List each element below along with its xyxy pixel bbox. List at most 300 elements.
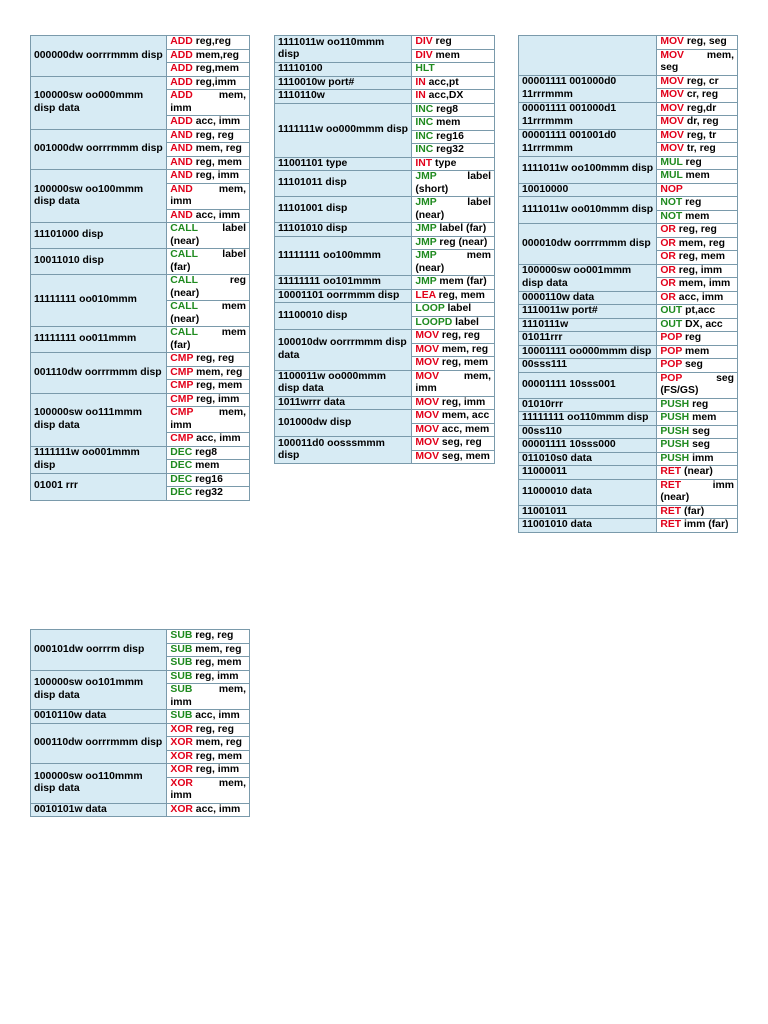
table-row <box>31 327 250 353</box>
instruction-cell <box>412 303 495 317</box>
instruction-cell <box>412 330 495 344</box>
table-row <box>275 223 495 237</box>
operands: seg <box>689 425 710 437</box>
instruction-cell <box>412 171 495 197</box>
instruction-cell <box>412 117 495 131</box>
encoding-cell: 11110100 <box>275 63 412 77</box>
operands: acc, imm <box>192 710 240 721</box>
operands: reg <box>682 156 702 168</box>
mnemonic: XOR <box>170 723 193 735</box>
encoding-cell: 11101001 disp <box>275 197 412 223</box>
instruction-cell <box>412 423 495 437</box>
table-row <box>519 156 738 170</box>
mnemonic: SUB <box>170 630 193 641</box>
mnemonic: JMP <box>415 250 437 261</box>
instruction-cell <box>657 519 738 533</box>
table-row <box>519 36 738 50</box>
mnemonic: ADD <box>170 76 193 88</box>
instruction-cell <box>412 450 495 464</box>
operands: reg16 <box>192 473 223 485</box>
mnemonic: SUB <box>170 710 193 721</box>
encoding-cell: 100011d0 oosssmmm disp <box>275 437 412 464</box>
operands: imm (far) <box>681 519 729 530</box>
encoding-cell: 00001111 001000d1 11rrrmmm <box>519 102 657 129</box>
instruction-cell <box>167 764 250 778</box>
table-row <box>31 249 250 275</box>
instruction-cell <box>167 366 250 380</box>
mnemonic: OUT <box>660 305 683 316</box>
mnemonic: SUB <box>170 657 193 668</box>
instruction-cell <box>657 466 738 480</box>
operands: acc,pt <box>425 76 459 88</box>
encoding-cell: 1100011w oo000mmm disp data <box>275 370 412 396</box>
operands: mem, reg <box>439 343 489 355</box>
operands: mem <box>682 210 710 222</box>
instruction-cell <box>167 49 250 63</box>
operands: reg, reg <box>439 330 481 341</box>
operands: reg, mem <box>439 357 489 368</box>
instruction-cell <box>657 372 738 398</box>
instruction-cell <box>657 75 738 89</box>
operands: reg, seg <box>683 36 727 47</box>
instruction-cell <box>412 223 495 237</box>
instruction-cell <box>657 345 738 359</box>
table-row <box>31 393 250 407</box>
instruction-cell <box>657 89 738 103</box>
instruction-cell <box>657 143 738 157</box>
operands: mem <box>432 49 460 61</box>
mnemonic: INC <box>415 144 434 155</box>
instruction-cell <box>167 156 250 170</box>
encoding-cell: 11111111 oo101mmm <box>275 276 412 290</box>
encoding-cell: 1110010w port# <box>275 76 412 90</box>
instruction-cell <box>167 710 250 724</box>
mnemonic: DEC <box>170 460 193 471</box>
table-row <box>519 318 738 332</box>
table-row <box>519 197 738 211</box>
operands: reg, reg <box>192 630 234 641</box>
encoding-cell: 1111011w oo110mmm disp <box>275 36 412 63</box>
mnemonic: ADD <box>170 36 193 47</box>
instruction-cell <box>412 63 495 77</box>
table-row <box>519 305 738 319</box>
operands: acc,DX <box>425 90 464 101</box>
instruction-cell <box>657 36 738 50</box>
instruction-cell <box>412 370 495 396</box>
table-row <box>275 330 495 344</box>
operands: mem, imm <box>170 684 246 708</box>
operands: reg,mem <box>192 63 240 74</box>
operands: reg, cr <box>683 75 719 87</box>
instruction-cell <box>167 143 250 157</box>
mnemonic: DEC <box>170 446 193 458</box>
encoding-cell: 00ss110 <box>519 425 657 439</box>
instruction-cell <box>167 750 250 764</box>
table-row <box>31 803 250 817</box>
instruction-cell <box>412 36 495 50</box>
instruction-cell <box>412 157 495 171</box>
mnemonic: RET <box>660 479 682 491</box>
table-row <box>519 505 738 519</box>
instruction-cell <box>167 90 250 116</box>
operands: reg, mem <box>675 251 725 262</box>
mnemonic: OR <box>660 251 676 262</box>
encoding-cell <box>519 36 657 76</box>
operands: reg <box>682 332 702 343</box>
encoding-cell: 1110111w <box>519 318 657 332</box>
operands: DX, acc <box>682 318 723 330</box>
mnemonic: PUSH <box>660 398 690 410</box>
operands: reg,reg <box>192 36 231 47</box>
mnemonic: MOV <box>415 450 440 462</box>
mnemonic: PUSH <box>660 452 690 464</box>
encoding-cell: 1111011w oo100mmm disp <box>519 156 657 183</box>
mnemonic: MOV <box>660 36 684 47</box>
instruction-cell <box>412 103 495 117</box>
instruction-cell <box>167 670 250 684</box>
encoding-cell: 101000dw disp <box>275 410 412 437</box>
operands: imm <box>689 452 714 464</box>
encoding-cell: 00001111 001001d0 11rrrmmm <box>519 129 657 156</box>
encoding-cell: 000101dw oorrrm disp <box>31 630 167 671</box>
table-row <box>31 670 250 684</box>
instruction-cell <box>167 63 250 77</box>
mnemonic: PUSH <box>660 412 690 423</box>
mnemonic: MUL <box>660 156 683 168</box>
instruction-cell <box>657 452 738 466</box>
instruction-cell <box>657 224 738 238</box>
table-row <box>275 197 495 223</box>
mnemonic: CMP <box>170 353 194 364</box>
operands: acc, mem <box>439 423 490 435</box>
operands: cr, reg <box>683 89 719 100</box>
encoding-cell: 000010dw oorrrmmm disp <box>519 224 657 265</box>
instruction-cell <box>657 305 738 319</box>
instruction-cell <box>412 437 495 451</box>
mnemonic: AND <box>170 183 193 195</box>
operands: reg, reg <box>675 224 717 235</box>
instruction-cell <box>167 353 250 367</box>
instruction-cell <box>167 684 250 710</box>
instruction-cell <box>167 183 250 209</box>
encoding-cell: 01011rrr <box>519 332 657 346</box>
instruction-cell <box>657 412 738 426</box>
operands: mem <box>192 460 220 471</box>
operands: reg <box>682 197 702 208</box>
instruction-cell <box>167 630 250 644</box>
encoding-cell: 1011wrrr data <box>275 396 412 410</box>
mnemonic: MOV <box>415 357 440 368</box>
mnemonic: SUB <box>170 643 193 655</box>
mnemonic: MUL <box>660 170 683 181</box>
table-row <box>31 630 250 644</box>
encoding-cell: 0000110w data <box>519 291 657 305</box>
encoding-cell: 01001 rrr <box>31 473 167 500</box>
mnemonic: LOOPD <box>415 316 453 328</box>
operands: reg, mem <box>192 657 242 668</box>
mnemonic: JMP <box>415 171 437 182</box>
mnemonic: INC <box>415 117 434 128</box>
operands: mem,reg <box>192 49 240 61</box>
operands: seg (FS/GS) <box>660 372 734 396</box>
encoding-cell: 01010rrr <box>519 398 657 412</box>
operands: mem <box>682 170 710 181</box>
instruction-cell <box>167 737 250 751</box>
table-row <box>519 332 738 346</box>
operands: mem <box>682 345 710 357</box>
instruction-cell <box>412 357 495 371</box>
mnemonic: CALL <box>170 249 198 260</box>
instruction-cell <box>657 479 738 505</box>
table-row <box>519 291 738 305</box>
encoding-cell: 11001101 type <box>275 157 412 171</box>
operands: reg16 <box>433 130 464 142</box>
table-row <box>519 412 738 426</box>
mnemonic: CMP <box>170 393 194 405</box>
operands: label <box>452 316 479 328</box>
operands: reg,imm <box>192 76 237 88</box>
mnemonic: CALL <box>170 223 198 234</box>
instruction-cell <box>167 380 250 394</box>
instruction-cell <box>167 327 250 353</box>
opcode-table-3 <box>518 35 738 533</box>
operands: label (near) <box>170 223 246 247</box>
instruction-cell <box>167 116 250 130</box>
instruction-cell <box>167 803 250 817</box>
operands: reg8 <box>433 103 459 115</box>
instruction-cell <box>657 197 738 211</box>
mnemonic: DIV <box>415 36 433 47</box>
table-row <box>519 398 738 412</box>
operands: reg (near) <box>170 275 246 299</box>
instruction-cell <box>657 332 738 346</box>
encoding-cell: 11000011 <box>519 466 657 480</box>
instruction-cell <box>167 777 250 803</box>
table-row <box>519 345 738 359</box>
encoding-cell: 1111111w oo001mmm disp <box>31 446 167 473</box>
operands: (near) <box>681 466 713 477</box>
instruction-cell <box>167 301 250 327</box>
table-row <box>275 63 495 77</box>
encoding-cell: 11111111 oo010mmm <box>31 275 167 327</box>
mnemonic: MOV <box>415 343 440 355</box>
table-row <box>519 479 738 505</box>
table-row <box>275 276 495 290</box>
encoding-cell: 11100010 disp <box>275 303 412 330</box>
encoding-cell: 10010000 <box>519 183 657 197</box>
mnemonic: SUB <box>170 684 193 695</box>
mnemonic: MOV <box>415 423 440 435</box>
opcode-table-2 <box>274 35 495 464</box>
instruction-cell <box>412 130 495 144</box>
mnemonic: MOV <box>415 330 440 341</box>
encoding-cell: 100000sw oo110mmm disp data <box>31 764 167 804</box>
mnemonic: RET <box>660 505 682 517</box>
operands: reg, reg <box>193 353 235 364</box>
operands: (far) <box>681 505 705 517</box>
mnemonic: INC <box>415 130 434 142</box>
operands: dr, reg <box>683 116 719 127</box>
table-row <box>275 396 495 410</box>
mnemonic: ADD <box>170 49 193 61</box>
encoding-cell: 100000sw oo000mmm disp data <box>31 76 167 129</box>
table-row <box>519 452 738 466</box>
mnemonic: MOV <box>660 116 684 127</box>
operands: label (short) <box>415 171 491 195</box>
operands: mem (far) <box>436 276 487 287</box>
mnemonic: XOR <box>170 803 193 815</box>
instruction-cell <box>657 116 738 130</box>
mnemonic: INT <box>415 157 433 169</box>
mnemonic: CALL <box>170 327 198 338</box>
instruction-cell <box>167 433 250 447</box>
table-row <box>31 36 250 50</box>
instruction-cell <box>657 505 738 519</box>
mnemonic: CALL <box>170 275 198 286</box>
encoding-cell: 1110110w <box>275 90 412 104</box>
instruction-cell <box>657 425 738 439</box>
table-row <box>519 129 738 143</box>
mnemonic: AND <box>170 156 193 168</box>
encoding-cell: 100000sw oo111mmm disp data <box>31 393 167 446</box>
operands: seg <box>682 359 703 370</box>
instruction-cell <box>657 49 738 75</box>
table-row <box>275 76 495 90</box>
instruction-cell <box>657 439 738 453</box>
encoding-cell: 000110dw oorrrmmm disp <box>31 723 167 764</box>
encoding-cell: 1110011w port# <box>519 305 657 319</box>
table-row <box>519 359 738 373</box>
instruction-cell <box>412 144 495 158</box>
table-row <box>519 466 738 480</box>
mnemonic: LEA <box>415 289 436 301</box>
table-row <box>275 103 495 117</box>
operands: reg, mem <box>192 156 242 168</box>
operands: label (far) <box>170 249 246 273</box>
mnemonic: JMP <box>415 197 437 208</box>
encoding-cell: 100000sw oo001mmm disp data <box>519 264 657 291</box>
instruction-cell <box>167 723 250 737</box>
operands: imm (near) <box>660 479 734 503</box>
table-row <box>275 36 495 50</box>
table-row <box>275 289 495 303</box>
mnemonic: MOV <box>415 370 440 382</box>
table-row <box>519 439 738 453</box>
encoding-cell: 00001111 10sss000 <box>519 439 657 453</box>
operands: label (near) <box>415 197 491 221</box>
operands: reg,dr <box>683 102 717 114</box>
mnemonic: XOR <box>170 777 193 789</box>
operands: acc, imm <box>192 209 241 221</box>
instruction-cell <box>657 129 738 143</box>
encoding-cell: 11111111 oo100mmm <box>275 236 412 276</box>
instruction-cell <box>167 446 250 460</box>
operands: mem, acc <box>439 410 490 421</box>
mnemonic: NOT <box>660 197 683 208</box>
opcode-table-4 <box>30 629 250 817</box>
instruction-cell <box>412 197 495 223</box>
mnemonic: AND <box>170 170 193 181</box>
operands: mem, reg <box>193 366 243 378</box>
mnemonic: CMP <box>170 407 194 418</box>
encoding-cell: 11001010 data <box>519 519 657 533</box>
mnemonic: SUB <box>170 670 193 682</box>
instruction-cell <box>412 236 495 250</box>
encoding-cell: 00sss111 <box>519 359 657 373</box>
mnemonic: AND <box>170 209 193 221</box>
encoding-cell: 001110dw oorrrmmm disp <box>31 353 167 394</box>
operands: reg, imm <box>675 264 723 276</box>
encoding-cell: 11101011 disp <box>275 171 412 197</box>
mnemonic: JMP <box>415 223 437 234</box>
encoding-cell: 100010dw oorrrmmm disp data <box>275 330 412 371</box>
mnemonic: MOV <box>660 129 684 141</box>
operands: mem (far) <box>170 327 246 351</box>
table-row <box>519 519 738 533</box>
instruction-cell <box>167 76 250 90</box>
instruction-cell <box>412 250 495 276</box>
mnemonic: OR <box>660 237 676 249</box>
operands: label <box>444 303 472 314</box>
operands: reg <box>432 36 452 47</box>
table-row <box>31 353 250 367</box>
mnemonic: MOV <box>660 89 684 100</box>
instruction-cell <box>412 49 495 63</box>
opcode-table-1 <box>30 35 250 501</box>
operands: mem <box>433 117 461 128</box>
instruction-cell <box>412 76 495 90</box>
mnemonic: MOV <box>415 410 440 421</box>
mnemonic: JMP <box>415 236 437 248</box>
operands: acc, imm <box>675 291 724 303</box>
operands: reg8 <box>192 446 218 458</box>
mnemonic: MOV <box>660 143 684 154</box>
encoding-cell: 11000010 data <box>519 479 657 505</box>
instruction-cell <box>167 36 250 50</box>
operands: seg, reg <box>439 437 482 448</box>
encoding-cell: 00001111 001000d0 11rrrmmm <box>519 75 657 102</box>
instruction-cell <box>167 643 250 657</box>
operands: reg32 <box>433 144 464 155</box>
operands: acc, imm <box>193 433 241 444</box>
encoding-cell: 11111111 oo011mmm <box>31 327 167 353</box>
mnemonic: POP <box>660 359 683 370</box>
mnemonic: OUT <box>660 318 683 330</box>
mnemonic: CALL <box>170 301 198 312</box>
encoding-cell: 001000dw oorrrmmm disp <box>31 129 167 170</box>
encoding-cell: 100000sw oo101mmm disp data <box>31 670 167 710</box>
instruction-cell <box>167 129 250 143</box>
table-row <box>31 764 250 778</box>
mnemonic: ADD <box>170 116 193 127</box>
instruction-cell <box>412 276 495 290</box>
mnemonic: MOV <box>660 102 684 114</box>
operands: mem, reg <box>675 237 725 249</box>
operands: reg, imm <box>192 764 240 775</box>
operands: label (far) <box>436 223 487 234</box>
mnemonic: OR <box>660 224 676 235</box>
mnemonic: POP <box>660 345 683 357</box>
table-row <box>275 437 495 451</box>
instruction-cell <box>657 278 738 292</box>
instruction-cell <box>657 237 738 251</box>
encoding-cell: 0010110w data <box>31 710 167 724</box>
table-row <box>275 370 495 396</box>
mnemonic: MOV <box>660 75 684 87</box>
instruction-cell <box>167 209 250 223</box>
table-row <box>31 446 250 460</box>
operands: reg (near) <box>436 236 488 248</box>
